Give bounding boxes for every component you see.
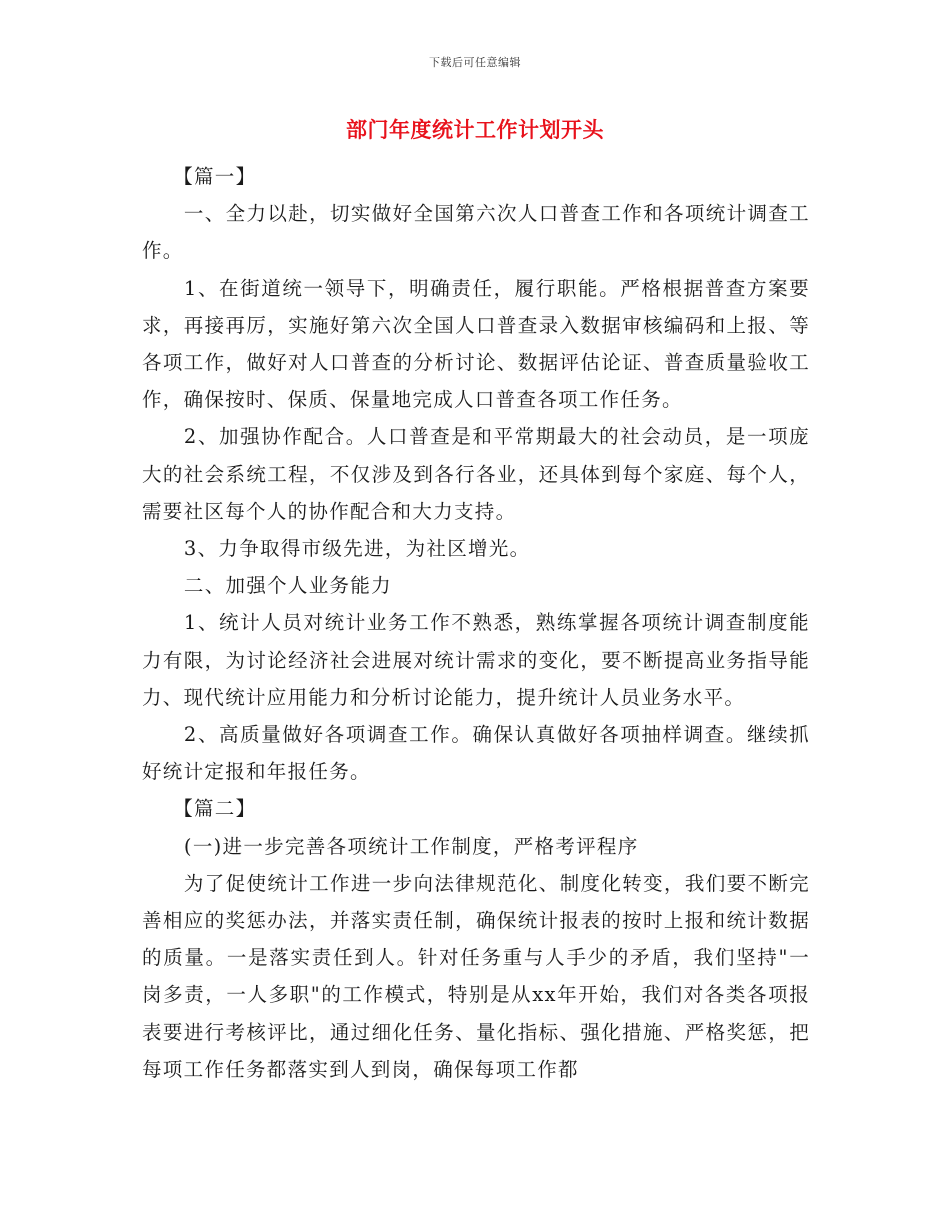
- section-marker-1: 【篇一】: [173, 165, 257, 188]
- paragraph: 2、高质量做好各项调查工作。确保认真做好各项抽样调查。继续抓好统计定报和年报任务。: [142, 723, 810, 784]
- paragraph: 1、统计人员对统计业务工作不熟悉，熟练掌握各项统计调查制度能力有限，为讨论经济社会进展对统计需求的变化，要不断提高业务指导能力、现代统计应用能力和分析讨论能力，提升统计人员业务水平。: [142, 611, 810, 709]
- paragraph: 1、在街道统一领导下，明确责任，履行职能。严格根据普查方案要求，再接再厉，实施好第六次全国人口普查录入数据审核编码和上报、等各项工作，做好对人口普查的分析讨论、数据评估论证、普查质量验收工作，确保按时、保质、保量地完成人口普查各项工作任务。: [142, 276, 810, 412]
- paragraph: 2、加强协作配合。人口普查是和平常期最大的社会动员，是一项庞大的社会系统工程，不仅涉及到各行各业，还具体到每个家庭、每个人，需要社区每个人的协作配合和大力支持。: [142, 425, 810, 523]
- document-title: 部门年度统计工作计划开头: [346, 117, 604, 142]
- paragraph: 3、力争取得市级先进，为社区增光。: [183, 537, 531, 561]
- header-note: 下载后可任意编辑: [429, 56, 521, 69]
- document-body: [142, 158, 810, 1088]
- heading-2: 二、加强个人业务能力: [183, 574, 392, 598]
- heading-3: (一)进一步完善各项统计工作制度，严格考评程序: [183, 834, 639, 858]
- section-marker-2: 【篇二】: [173, 797, 257, 821]
- heading-1: 一、全力以赴，切实做好全国第六次人口普查工作和各项统计调查工作。: [142, 202, 810, 263]
- paragraph: 为了促使统计工作进一步向法律规范化、制度化转变，我们要不断完善相应的奖惩办法，并落实责任制，确保统计报表的按时上报和统计数据的质量。一是落实责任到人。针对任务重与人手少的矛盾，我们坚持"一岗多责，一人多职"的工作模式，特别是从xx年开始，我们对各类各项报表要进行考核评比，通过细化任务、量化指标、强化措施、严格奖惩，把每项工作任务都落实到人到岗，确保每项工作都: [142, 871, 810, 1081]
